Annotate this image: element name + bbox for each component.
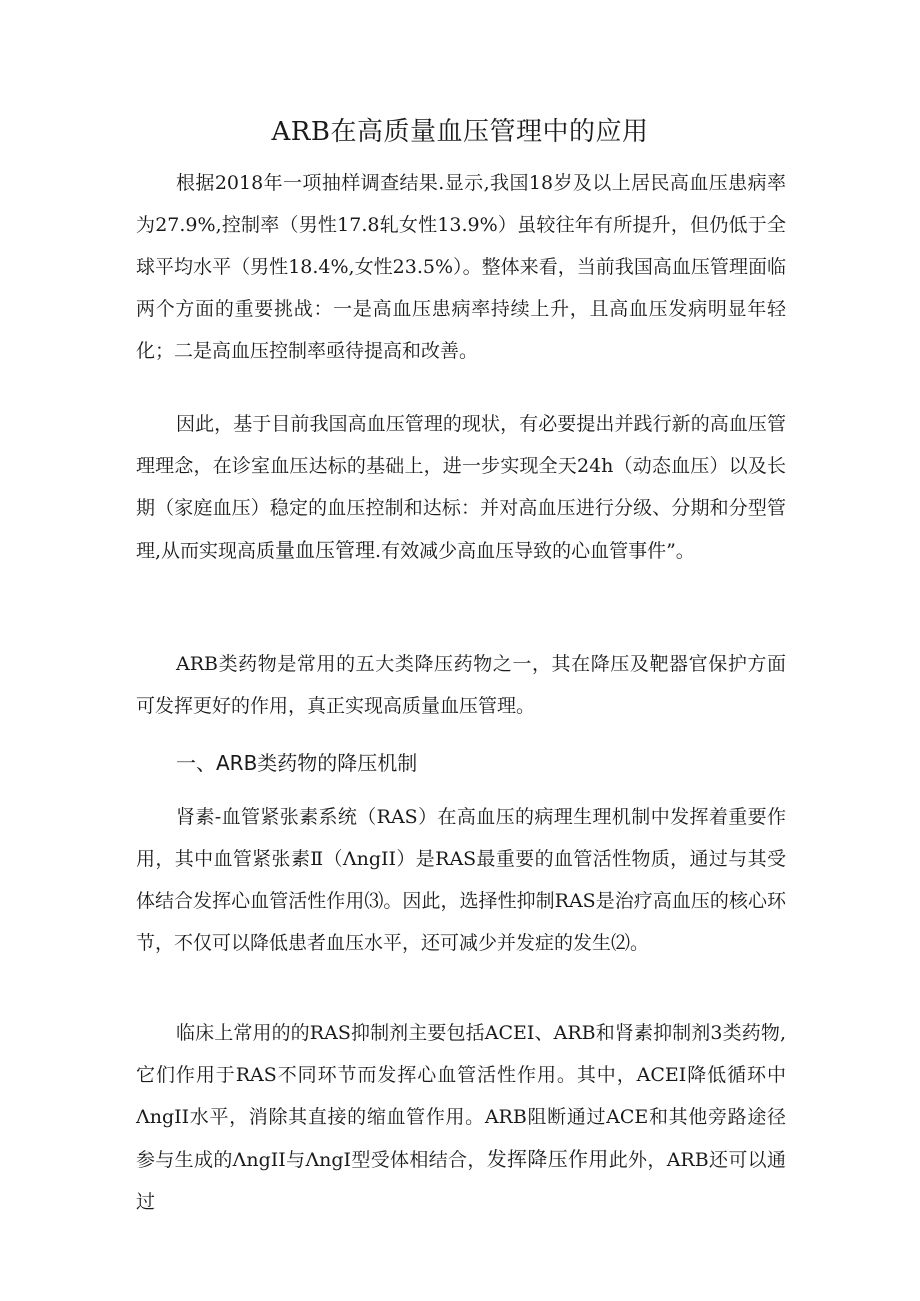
paragraph-text: .有效减少高血压导致的心血管事件”。 (375, 540, 695, 562)
document-title: ARB在高质量血压管理中的应用 (271, 117, 649, 147)
emphasized-text: 量血压管理 (275, 538, 376, 562)
paragraph-text: 因此，基于目前我国高血压管理的现状，有必要提出并践行新的高血压管理理念，在诊室血压达标的基础上，进一步实现全天24h（动态血压）以及长期（家庭血压）稳定的血压控制和达标：并对高血压进行分级、分期和分型管理,从而实现高质 (136, 413, 786, 562)
emphasized-text: 发挥降压作用 (486, 1147, 609, 1171)
paragraph-text: 临床上常用的的RAS抑制剂主要包括ACEI、ARB和肾素抑制剂3类药物,它们作用于RAS不同环节而发挥心血管活性作用。其中，ACEI降低循环中ΛngII水平，消除其直接的缩血管作用。ARB阻断通过ACE和其他旁路途径参与生成的ΛngII与ΛngI型受体相结合， (136, 1022, 786, 1171)
paragraph-arb-intro: ARB类药物是常用的五大类降压药物之一，其在降压及靶器官保护方面可发挥更好的作用，真正实现高质量血压管理。 (136, 653, 786, 717)
paragraph-prevalence: 根据2018年一项抽样调查结果.显示,我国18岁及以上居民高血压患病率为27.9%,控制率（男性17.8轧女性13.9%）虽较往年有所提升，但仍低于全球平均水平（男性18.4%,女性23.5%）。整体来看，当前我国高血压管理面临两个方面的重要挑战：一是高血压患病率持续上升，且高血压发病明显年轻化；二是高血压控制率亟待提高和改善。 (136, 172, 786, 362)
paragraph-ras-system: 肾素-血管紧张素系统（RAS）在高血压的病理生理机制中发挥着重要作用，其中血管紧张素Ⅱ（ΛngII）是RAS最重要的血管活性物质，通过与其受体结合发挥心血管活性作用⑶。因此，选择性抑制RAS是治疗高血压的核心环节，不仅可以降低患者血压水平，还可减少并发症的发生⑵。 (136, 806, 786, 954)
paragraph-ras-inhibitors (136, 1012, 786, 1223)
paragraph-text: 此外，ARB还可以通过 (136, 1149, 787, 1213)
paragraph-management-concept (136, 403, 786, 572)
section-heading: 一、ARB类药物的降压机制 (176, 751, 418, 775)
